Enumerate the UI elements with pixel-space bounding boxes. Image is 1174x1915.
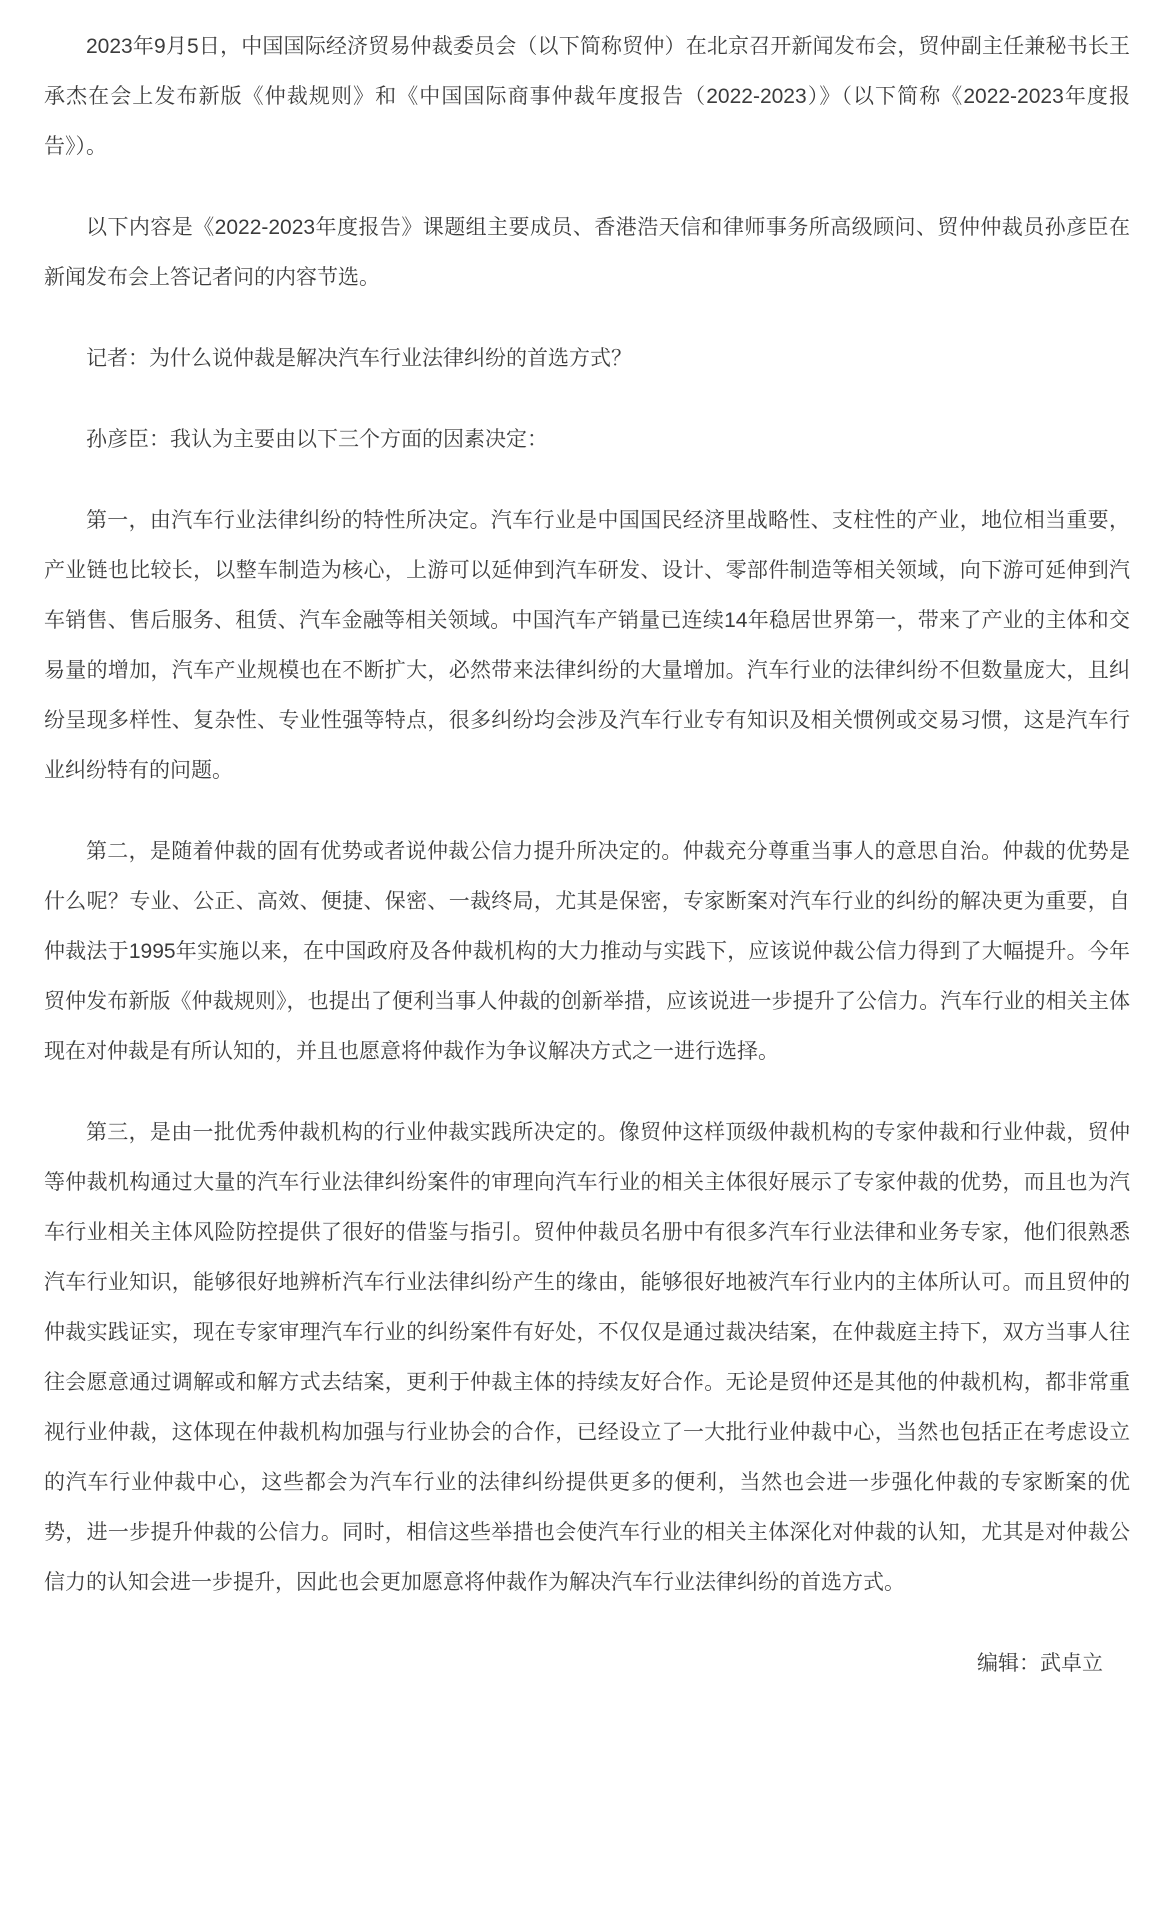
paragraph-intro-speaker: 以下内容是《2022-2023年度报告》课题组主要成员、香港浩天信和律师事务所高级顾问、贸仲仲裁员孙彦臣在新闻发布会上答记者问的内容节选。 <box>44 216 1130 289</box>
paragraph-answer-lead: 孙彦臣：我认为主要由以下三个方面的因素决定： <box>86 428 548 451</box>
editor-credit: 编辑：武卓立 <box>977 1652 1103 1675</box>
paragraph-intro-release: 2023年9月5日，中国国际经济贸易仲裁委员会（以下简称贸仲）在北京召开新闻发布会，贸仲副主任兼秘书长王承杰在会上发布新版《仲裁规则》和《中国国际商事仲裁年度报告（2022-2023）》（以下简称《2022-2023年度报告》）。 <box>44 35 1130 158</box>
paragraph-point-three: 第三，是由一批优秀仲裁机构的行业仲裁实践所决定的。像贸仲这样顶级仲裁机构的专家仲裁和行业仲裁，贸仲等仲裁机构通过大量的汽车行业法律纠纷案件的审理向汽车行业的相关主体很好展示了专家仲裁的优势，而且也为汽车行业相关主体风险防控提供了很好的借鉴与指引。贸仲仲裁员名册中有很多汽车行业法律和业务专家，他们很熟悉汽车行业知识，能够很好地辨析汽车行业法律纠纷产生的缘由，能够很好地被汽车行业内的主体所认可。而且贸仲的仲裁实践证实，现在专家审理汽车行业的纠纷案件有好处，不仅仅是通过裁决结案，在仲裁庭主持下，双方当事人往往会愿意通过调解或和解方式去结案，更利于仲裁主体的持续友好合作。无论是贸仲还是其他的仲裁机构，都非常重视行业仲裁，这体现在仲裁机构加强与行业协会的合作，已经设立了一大批行业仲裁中心，当然也包括正在考虑设立的汽车行业仲裁中心，这些都会为汽车行业的法律纠纷提供更多的便利，当然也会进一步强化仲裁的专家断案的优势，进一步提升仲裁的公信力。同时，相信这些举措也会使汽车行业的相关主体深化对仲裁的认知，尤其是对仲裁公信力的认知会进一步提升，因此也会更加愿意将仲裁作为解决汽车行业法律纠纷的首选方式。 <box>44 1121 1130 1594</box>
paragraph-point-one: 第一，由汽车行业法律纠纷的特性所决定。汽车行业是中国国民经济里战略性、支柱性的产业，地位相当重要，产业链也比较长，以整车制造为核心，上游可以延伸到汽车研发、设计、零部件制造等相关领域，向下游可延伸到汽车销售、售后服务、租赁、汽车金融等相关领域。中国汽车产销量已连续14年稳居世界第一，带来了产业的主体和交易量的增加，汽车产业规模也在不断扩大，必然带来法律纠纷的大量增加。汽车行业的法律纠纷不但数量庞大，且纠纷呈现多样性、复杂性、专业性强等特点，很多纠纷均会涉及汽车行业专有知识及相关惯例或交易习惯，这是汽车行业纠纷特有的问题。 <box>44 509 1130 782</box>
paragraph-reporter-question: 记者：为什么说仲裁是解决汽车行业法律纠纷的首选方式？ <box>86 347 632 370</box>
paragraph-point-two: 第二，是随着仲裁的固有优势或者说仲裁公信力提升所决定的。仲裁充分尊重当事人的意思自治。仲裁的优势是什么呢？专业、公正、高效、便捷、保密、一裁终局，尤其是保密，专家断案对汽车行业的纠纷的解决更为重要，自仲裁法于1995年实施以来，在中国政府及各仲裁机构的大力推动与实践下，应该说仲裁公信力得到了大幅提升。今年贸仲发布新版《仲裁规则》，也提出了便利当事人仲裁的创新举措，应该说进一步提升了公信力。汽车行业的相关主体现在对仲裁是有所认知的，并且也愿意将仲裁作为争议解决方式之一进行选择。 <box>44 840 1130 1063</box>
